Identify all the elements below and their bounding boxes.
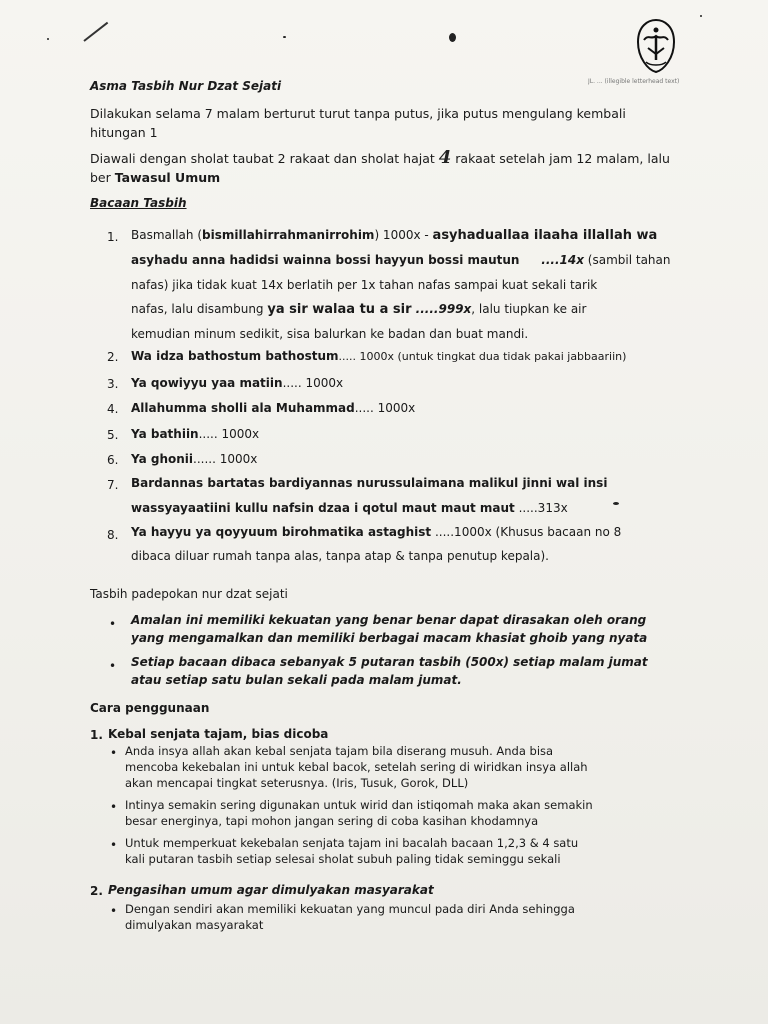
para-text: rakaat setelah jam 12 malam, lalu ber bbox=[90, 151, 670, 185]
list-item-line bbox=[131, 452, 674, 466]
pen-stroke-mark bbox=[83, 22, 108, 42]
ink-speck bbox=[47, 38, 49, 40]
text: .....1000x (Khusus bacaan no 8 bbox=[431, 525, 622, 539]
text-bold: ....14x bbox=[541, 253, 584, 267]
text-bold: ya sir walaa tu a sir bbox=[267, 302, 412, 317]
list-item-line bbox=[131, 401, 674, 415]
list-item-line: nafas) jika tidak kuat 14x berlatih per 1x tahan nafas sampai kuat sekali tarik bbox=[131, 278, 598, 292]
text-line: besar energinya, tapi mohon jangan sering di coba kasihan khodamnya bbox=[125, 814, 539, 828]
list-number: 1. bbox=[90, 728, 103, 742]
ink-speck bbox=[283, 36, 286, 38]
text-line: Anda insya allah akan kebal senjata tajam bila diserang musuh. Anda bisa bbox=[125, 744, 554, 758]
text-line: akan mencapai tingkat seterusnya. (Iris, Tusuk, Gorok, DLL) bbox=[125, 776, 469, 790]
text-bold: Ya bathiin bbox=[131, 427, 199, 441]
text: , lalu tiupkan ke air bbox=[471, 302, 587, 316]
ink-speck bbox=[449, 33, 456, 42]
text-bold: Wa idza bathostum bathostum bbox=[131, 349, 339, 363]
list-item-line bbox=[131, 427, 674, 441]
list-number: 7. bbox=[107, 478, 119, 492]
bullet-icon: • bbox=[110, 838, 118, 852]
text-line: Intinya semakin sering digunakan untuk wirid dan istiqomah maka akan semakin bbox=[125, 798, 593, 812]
ink-speck bbox=[700, 15, 702, 17]
list-number: 2. bbox=[107, 350, 119, 364]
text-line: Dengan sendiri akan memiliki kekuatan yang muncul pada diri Anda sehingga bbox=[125, 902, 575, 916]
list-item-line: dibaca diluar rumah tanpa alas, tanpa atap & tanpa penutup kepala). bbox=[131, 549, 549, 563]
text-bold: wassyayaatiini kullu nafsin dzaa i qotul maut maut maut bbox=[131, 501, 515, 515]
text: ..... 1000x bbox=[354, 401, 416, 415]
text: .....313x bbox=[514, 501, 568, 515]
sholat-paragraph bbox=[90, 148, 678, 187]
bullet-text bbox=[125, 835, 673, 867]
bullet-text bbox=[131, 611, 674, 647]
bullet-icon: • bbox=[109, 659, 117, 673]
para-text: Diawali dengan sholat taubat 2 rakaat dan sholat hajat bbox=[90, 151, 435, 166]
bullet-text bbox=[125, 797, 673, 829]
text-bold: Ya qowiyyu yaa matiin bbox=[131, 376, 283, 390]
bullet-icon: • bbox=[110, 904, 118, 918]
bullet-icon: • bbox=[109, 617, 117, 631]
text-bold: Ya ghonii bbox=[131, 452, 194, 466]
text-line: kali putaran tasbih setiap selesai sholat subuh paling tidak seminggu sekali bbox=[125, 852, 561, 866]
list-number: 3. bbox=[107, 377, 119, 391]
text-line: mencoba kekebalan ini untuk kebal bacok, setelah sering di wiridkan insya allah bbox=[125, 760, 588, 774]
text-line: Setiap bacaan dibaca sebanyak 5 putaran tasbih (500x) setiap malam jumat bbox=[131, 655, 648, 669]
text-line: atau setiap satu bulan sekali pada malam jumat. bbox=[131, 673, 462, 687]
text: ..... 1000x bbox=[282, 376, 344, 390]
list-number: 5. bbox=[107, 428, 119, 442]
bullet-text bbox=[125, 743, 673, 791]
intro-paragraph: Dilakukan selama 7 malam berturut turut tanpa putus, jika putus mengulang kembali hitungan 1 bbox=[90, 106, 626, 140]
text-line: Amalan ini memiliki kekuatan yang benar benar dapat dirasakan oleh orang bbox=[131, 613, 647, 627]
text: Basmallah ( bbox=[131, 228, 203, 242]
section-title: Kebal senjata tajam, bias dicoba bbox=[108, 727, 329, 741]
padepokan-heading: Tasbih padepokan nur dzat sejati bbox=[90, 587, 288, 601]
bullet-text bbox=[131, 653, 674, 689]
list-item-line bbox=[131, 253, 674, 267]
bacaan-heading: Bacaan Tasbih bbox=[90, 196, 187, 210]
list-item-line bbox=[131, 525, 674, 539]
bullet-text bbox=[125, 901, 673, 933]
bullet-icon: • bbox=[110, 746, 118, 760]
text: ) 1000x - bbox=[374, 228, 433, 242]
para-bold-text: Tawasul Umum bbox=[114, 170, 221, 185]
text-bold: .....999x bbox=[411, 302, 472, 316]
text-line: Untuk memperkuat kekebalan senjata tajam ini bacalah bacaan 1,2,3 & 4 satu bbox=[125, 836, 579, 850]
text: nafas, lalu disambung bbox=[131, 302, 268, 316]
list-number: 8. bbox=[107, 528, 119, 542]
text: ..... 1000x bbox=[198, 427, 260, 441]
text-line: yang mengamalkan dan memiliki berbagai macam khasiat ghoib yang nyata bbox=[131, 631, 648, 645]
list-item-line bbox=[131, 228, 674, 243]
section-title: Pengasihan umum agar dimulyakan masyarakat bbox=[108, 883, 434, 897]
list-item-line: kemudian minum sedikit, sisa balurkan ke badan dan buat mandi. bbox=[131, 327, 529, 341]
text-bold: Ya hayyu ya qoyyuum birohmatika astaghist bbox=[131, 525, 432, 539]
list-item-line bbox=[131, 349, 674, 363]
document-title: Asma Tasbih Nur Dzat Sejati bbox=[90, 79, 282, 93]
handwritten-number: 4 bbox=[438, 147, 452, 168]
text-bold: asyhaduallaa ilaaha illallah wa bbox=[432, 228, 658, 243]
text-bold: bismillahirrahmanirrohim bbox=[202, 228, 375, 242]
text: (sambil tahan bbox=[583, 253, 671, 267]
list-item-line bbox=[131, 376, 674, 390]
bullet-icon: • bbox=[110, 800, 118, 814]
list-item-line bbox=[131, 302, 674, 317]
list-number: 1. bbox=[107, 230, 119, 244]
list-number: 2. bbox=[90, 884, 103, 898]
cara-heading: Cara penggunaan bbox=[90, 701, 210, 715]
organization-seal-icon bbox=[634, 18, 678, 74]
text: ...... 1000x bbox=[193, 452, 258, 466]
text: ..... 1000x (untuk tingkat dua tidak pakai jabbaariin) bbox=[338, 350, 627, 363]
list-number: 6. bbox=[107, 453, 119, 467]
list-item-line bbox=[131, 501, 674, 515]
text-bold: asyhadu anna hadidsi wainna bossi hayyun bossi mautun bbox=[131, 253, 520, 267]
list-item-line: Bardannas bartatas bardiyannas nurussulaimana malikul jinni wal insi bbox=[131, 476, 608, 490]
text-line: dimulyakan masyarakat bbox=[125, 918, 264, 932]
letterhead-address: JL. ... (illegible letterhead text) bbox=[588, 78, 680, 85]
list-number: 4. bbox=[107, 402, 119, 416]
text-bold: Allahumma sholli ala Muhammad bbox=[131, 401, 355, 415]
